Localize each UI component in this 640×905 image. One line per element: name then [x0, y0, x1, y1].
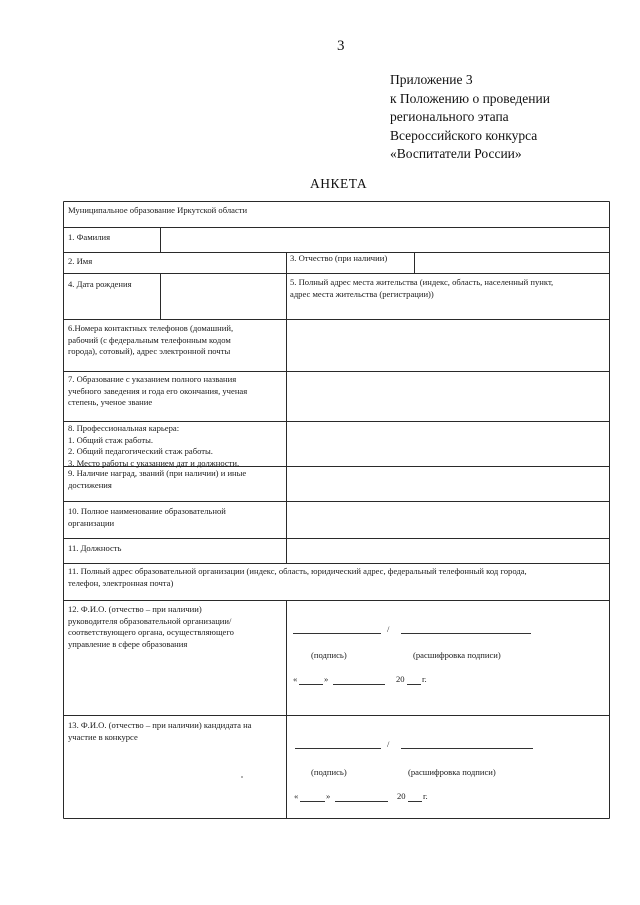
slash-separator: / [387, 624, 390, 634]
signature-line[interactable] [293, 633, 381, 634]
date-month-line[interactable] [335, 801, 388, 802]
awards-label: 9. Наличие наград, званий (при наличии) и иные достижения [68, 468, 247, 490]
appendix-line: Всероссийского конкурса [390, 127, 538, 143]
surname-label: 1. Фамилия [68, 232, 111, 242]
date-year-line[interactable] [407, 684, 421, 685]
slash-separator: / [387, 739, 390, 749]
signature-decoding-line[interactable] [401, 633, 531, 634]
appendix-line: к Положению о проведении [390, 90, 550, 106]
form-title: АНКЕТА [310, 176, 368, 191]
patronymic-label: 3. Отчество (при наличии) [290, 253, 388, 263]
appendix-line: «Воспитатели России» [390, 146, 522, 161]
page-number: 3 [337, 38, 345, 54]
appendix-header [390, 71, 550, 164]
phones-label: 6.Номера контактных телефонов (домашний, рабочий (с федеральным телефонным кодом города), сотовый), адрес электронной почты [68, 323, 234, 357]
address-label: 5. Полный адрес места жительства (индекс, область, населенный пункт, адрес места жительства (регистрации)) [290, 277, 554, 299]
head-label: 12. Ф.И.О. (отчество – при наличии) руководителя образовательной организации/ соответствующего органа, осуществляющего управление в сфере образования [68, 604, 234, 649]
name-label: 2. Имя [68, 256, 93, 266]
org-address-label: 11. Полный адрес образовательной организации (индекс, область, юридический адрес, федеральный телефонный код города, телефон, электронная почта) [68, 566, 527, 588]
signature-caption: (подпись) [311, 650, 347, 660]
date-close-quote: » [324, 674, 329, 684]
date-month-line[interactable] [333, 684, 385, 685]
scan-speck [241, 776, 243, 778]
date-open-quote: « [294, 791, 299, 801]
date-day-line[interactable] [299, 684, 323, 685]
signature-decoding-caption: (расшифровка подписи) [408, 767, 496, 777]
date-open-quote: « [293, 674, 298, 684]
date-year-suffix: г. [422, 674, 427, 684]
career-label: 8. Профессиональная карьера: 1. Общий стаж работы. 2. Общий педагогический стаж работы. 3. Место работы с указанием дат и должности. [68, 423, 240, 468]
appendix-line: регионального этапа [390, 109, 509, 124]
signature-decoding-line[interactable] [401, 748, 533, 749]
date-day-line[interactable] [300, 801, 325, 802]
date-year-prefix: 20 [397, 791, 406, 801]
candidate-label: 13. Ф.И.О. (отчество – при наличии) кандидата на участие в конкурсе [68, 720, 252, 742]
date-close-quote: » [326, 791, 331, 801]
signature-line[interactable] [295, 748, 381, 749]
signature-caption: (подпись) [311, 767, 347, 777]
appendix-line: Приложение 3 [390, 72, 473, 87]
org-name-label: 10. Полное наименование образовательной организации [68, 506, 226, 528]
education-label: 7. Образование с указанием полного названия учебного заведения и года его окончания, ученая степень, ученое звание [68, 374, 248, 408]
municipality-label: Муниципальное образование Иркутской области [68, 205, 248, 215]
birth-date-label: 4. Дата рождения [68, 279, 132, 289]
questionnaire-table [63, 201, 610, 819]
date-year-prefix: 20 [396, 674, 405, 684]
position-label: 11. Должность [68, 543, 122, 553]
date-year-line[interactable] [408, 801, 422, 802]
date-year-suffix: г. [423, 791, 428, 801]
signature-decoding-caption: (расшифровка подписи) [413, 650, 501, 660]
